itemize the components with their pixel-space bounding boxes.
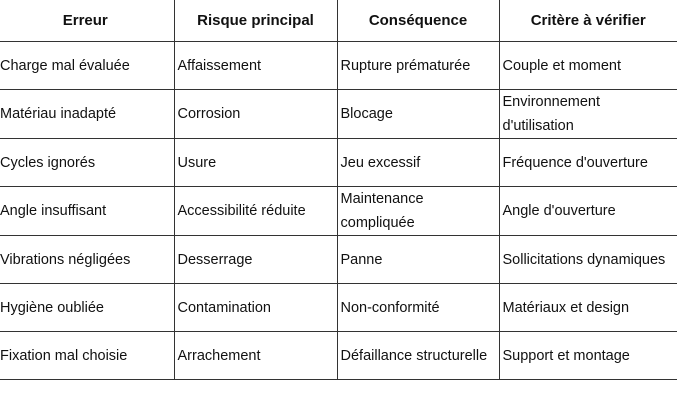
table-row (0, 42, 677, 90)
header-risque-principal: Risque principal (174, 0, 337, 42)
table-row (0, 187, 677, 236)
cell-consequence: Maintenance compliquée (337, 187, 499, 236)
cell-erreur: Vibrations négligées (0, 236, 174, 284)
cell-consequence: Rupture prématurée (337, 42, 499, 90)
header-critere: Critère à vérifier (499, 0, 677, 42)
cell-critere: Environnement d'utilisation (499, 90, 677, 139)
cell-critere: Angle d'ouverture (499, 187, 677, 236)
cell-consequence: Panne (337, 236, 499, 284)
table-row (0, 236, 677, 284)
cell-consequence: Blocage (337, 90, 499, 139)
cell-critere: Matériaux et design (499, 284, 677, 332)
cell-erreur: Fixation mal choisie (0, 332, 174, 380)
cell-erreur: Cycles ignorés (0, 139, 174, 187)
cell-risque: Desserrage (174, 236, 337, 284)
table-row (0, 90, 677, 139)
cell-consequence: Non-conformité (337, 284, 499, 332)
cell-risque: Corrosion (174, 90, 337, 139)
header-consequence: Conséquence (337, 0, 499, 42)
cell-critere: Sollicitations dynamiques (499, 236, 677, 284)
table-row (0, 332, 677, 380)
cell-consequence: Jeu excessif (337, 139, 499, 187)
cell-erreur: Angle insuffisant (0, 187, 174, 236)
cell-risque: Accessibilité réduite (174, 187, 337, 236)
cell-consequence: Défaillance structurelle (337, 332, 499, 380)
cell-risque: Contamination (174, 284, 337, 332)
cell-critere: Fréquence d'ouverture (499, 139, 677, 187)
cell-critere: Support et montage (499, 332, 677, 380)
table-row (0, 284, 677, 332)
cell-risque: Affaissement (174, 42, 337, 90)
header-erreur: Erreur (0, 0, 174, 42)
cell-risque: Arrachement (174, 332, 337, 380)
cell-risque: Usure (174, 139, 337, 187)
cell-critere: Couple et moment (499, 42, 677, 90)
cell-erreur: Charge mal évaluée (0, 42, 174, 90)
table-row (0, 139, 677, 187)
table-header-row (0, 0, 677, 42)
cell-erreur: Matériau inadapté (0, 90, 174, 139)
cell-erreur: Hygiène oubliée (0, 284, 174, 332)
